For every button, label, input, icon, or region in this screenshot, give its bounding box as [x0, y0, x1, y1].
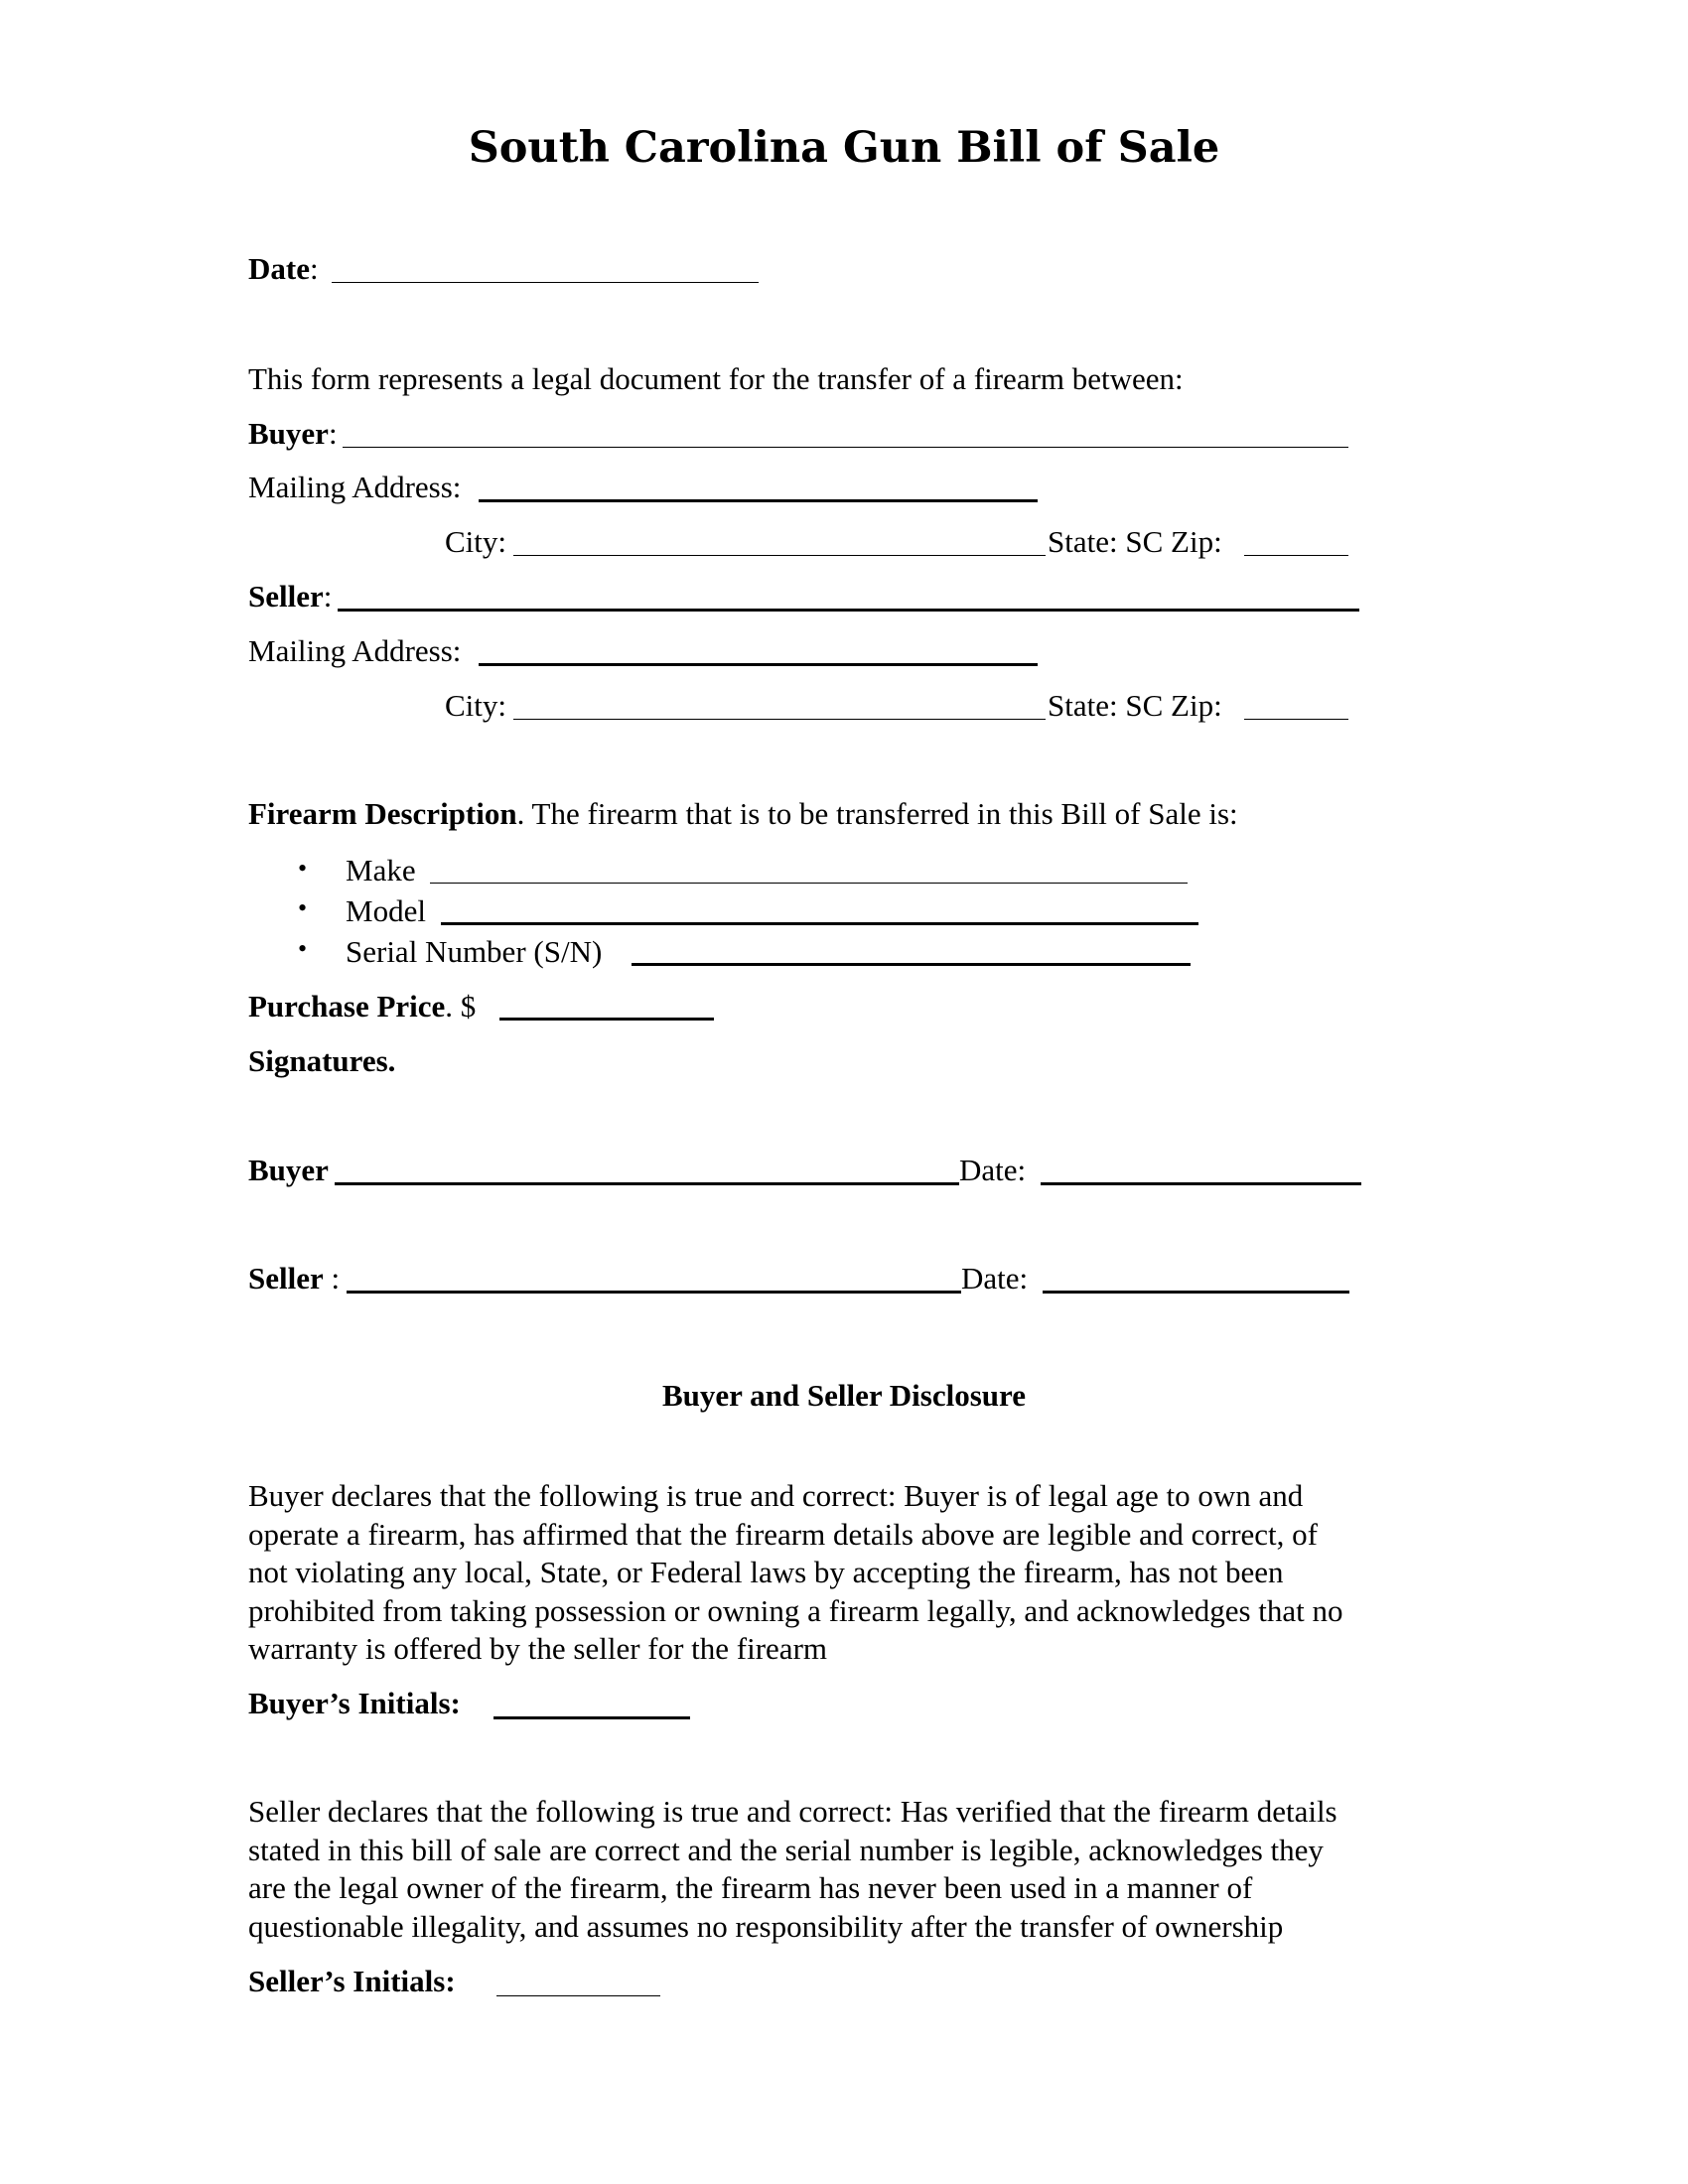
buyer-signature-label: Buyer — [248, 1153, 329, 1187]
buyer-initials-label: Buyer’s Initials: — [248, 1686, 461, 1720]
firearm-make-field[interactable] — [430, 883, 1188, 884]
seller-mailing-field[interactable] — [479, 663, 1038, 666]
document-title: South Carolina Gun Bill of Sale — [468, 123, 1220, 173]
seller-initials-field[interactable] — [496, 1995, 660, 1996]
signatures-heading: Signatures. — [248, 1043, 396, 1078]
seller-state-zip-label: State: SC Zip: — [1048, 688, 1222, 723]
buyer-city-label: City: — [445, 524, 507, 559]
seller-city-field[interactable] — [513, 719, 1046, 720]
seller-zip-field[interactable] — [1244, 719, 1348, 720]
bullet-icon: • — [298, 893, 308, 922]
date-field[interactable] — [332, 282, 759, 283]
buyer-signature-date-label: Date: — [959, 1153, 1027, 1187]
buyer-initials-field[interactable] — [493, 1716, 690, 1719]
firearm-make-label: Make — [346, 853, 416, 887]
seller-initials-label: Seller’s Initials: — [248, 1964, 456, 1998]
seller-label: Seller: — [248, 579, 333, 614]
seller-name-field[interactable] — [338, 609, 1359, 612]
firearm-serial-field[interactable] — [632, 963, 1191, 966]
seller-signature-field[interactable] — [347, 1291, 961, 1294]
buyer-state-zip-label: State: SC Zip: — [1048, 524, 1222, 559]
buyer-mailing-field[interactable] — [479, 499, 1038, 502]
bullet-icon: • — [298, 934, 308, 963]
date-label: Date: — [248, 251, 319, 286]
buyer-name-field[interactable] — [343, 447, 1348, 448]
seller-signature-date-label: Date: — [961, 1261, 1029, 1296]
intro-text: This form represents a legal document for the transfer of a firearm between: — [248, 361, 1184, 396]
seller-city-label: City: — [445, 688, 507, 723]
buyer-city-field[interactable] — [513, 555, 1046, 556]
firearm-description: Firearm Description. The firearm that is to be transferred in this Bill of Sale is: — [248, 796, 1238, 831]
buyer-zip-field[interactable] — [1244, 555, 1348, 556]
buyer-mailing-label: Mailing Address: — [248, 470, 462, 504]
purchase-price-field[interactable] — [499, 1018, 714, 1021]
seller-mailing-label: Mailing Address: — [248, 633, 462, 668]
buyer-disclosure-text: Buyer declares that the following is true and correct: Buyer is of legal age to own and operate a firearm, has affirmed that the firearm details above are legible and correct, of not violating any local, State, or Federal laws by accepting the firearm, has not been prohibited from taking possession or owning a firearm legally, and acknowledges that no warranty is offered by the seller for the firearm — [248, 1478, 1343, 1666]
buyer-signature-date-field[interactable] — [1041, 1182, 1361, 1185]
disclosure-heading: Buyer and Seller Disclosure — [662, 1378, 1026, 1413]
purchase-price-label: Purchase Price. $ — [248, 989, 477, 1024]
seller-signature-label: Seller : — [248, 1261, 341, 1296]
seller-signature-date-field[interactable] — [1043, 1291, 1349, 1294]
firearm-model-label: Model — [346, 893, 426, 928]
buyer-label: Buyer: — [248, 416, 338, 451]
seller-disclosure-text: Seller declares that the following is true and correct: Has verified that the firearm details stated in this bill of sale are correct and the serial number is legible, acknowledges they are the legal owner of the firearm, the firearm has never been used in a manner of questionable illegality, and assumes no responsibility after the transfer of ownership — [248, 1794, 1337, 1944]
firearm-model-field[interactable] — [441, 922, 1198, 925]
buyer-signature-field[interactable] — [335, 1182, 959, 1185]
firearm-serial-label: Serial Number (S/N) — [346, 934, 603, 969]
bullet-icon: • — [298, 854, 308, 883]
